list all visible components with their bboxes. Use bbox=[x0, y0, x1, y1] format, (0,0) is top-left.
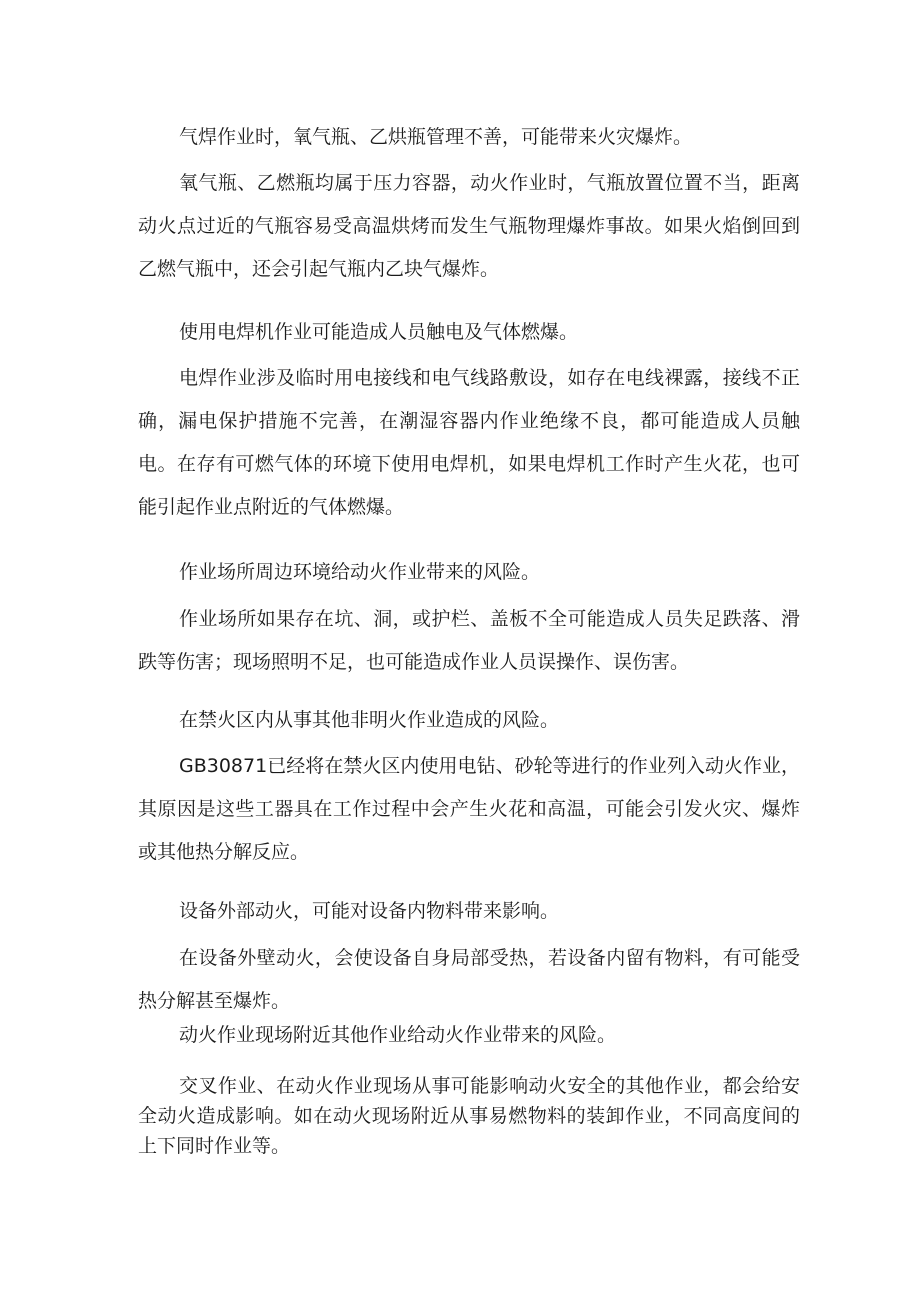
paragraph-1: 气焊作业时，氧气瓶、乙烘瓶管理不善，可能带来火灾爆炸。 bbox=[179, 126, 693, 148]
paragraph-4: 电焊作业涉及临时用电接线和电气线路敷设，如存在电线裸露，接线不正确，漏电保护措施不完善，在潮湿容器内作业绝缘不良，都可能造成人员触电。在存有可燃气体的环境下使用电焊机，如果电焊机工作时产生火花，也可能引起作业点附近的气体燃爆。 bbox=[138, 367, 800, 518]
paragraph-2: 氧气瓶、乙燃瓶均属于压力容器，动火作业时，气瓶放置位置不当，距离动火点过近的气瓶容易受高温烘烤而发生气瓶物理爆炸事故。如果火焰倒回到乙燃气瓶中，还会引起气瓶内乙块气爆炸。 bbox=[138, 172, 800, 280]
paragraph-7: 在禁火区内从事其他非明火作业造成的风险。 bbox=[179, 709, 560, 731]
paragraph-12: 交叉作业、在动火作业现场从事可能影响动火安全的其他作业，都会给安全动火造成影响。如在动火现场附近从事易燃物料的装卸作业，不同高度间的上下同时作业等。 bbox=[138, 1075, 800, 1157]
paragraph-8: GB30871已经将在禁火区内使用电钻、砂轮等进行的作业列入动火作业，其原因是这些工器具在工作过程中会产生火花和高温，可能会引发火灾、爆炸或其他热分解反应。 bbox=[138, 755, 800, 863]
paragraph-10: 在设备外壁动火，会使设备自身局部受热，若设备内留有物料，有可能受热分解甚至爆炸。 bbox=[138, 947, 800, 1012]
paragraph-9: 设备外部动火，可能对设备内物料带来影响。 bbox=[179, 900, 560, 922]
paragraph-3: 使用电焊机作业可能造成人员触电及气体燃爆。 bbox=[179, 321, 579, 343]
paragraph-5: 作业场所周边环境给动火作业带来的风险。 bbox=[179, 561, 541, 583]
paragraph-6: 作业场所如果存在坑、洞，或护栏、盖板不全可能造成人员失足跌落、滑跌等伤害；现场照明不足，也可能造成作业人员误操作、误伤害。 bbox=[138, 608, 800, 673]
paragraph-11: 动火作业现场附近其他作业给动火作业带来的风险。 bbox=[179, 1024, 617, 1046]
